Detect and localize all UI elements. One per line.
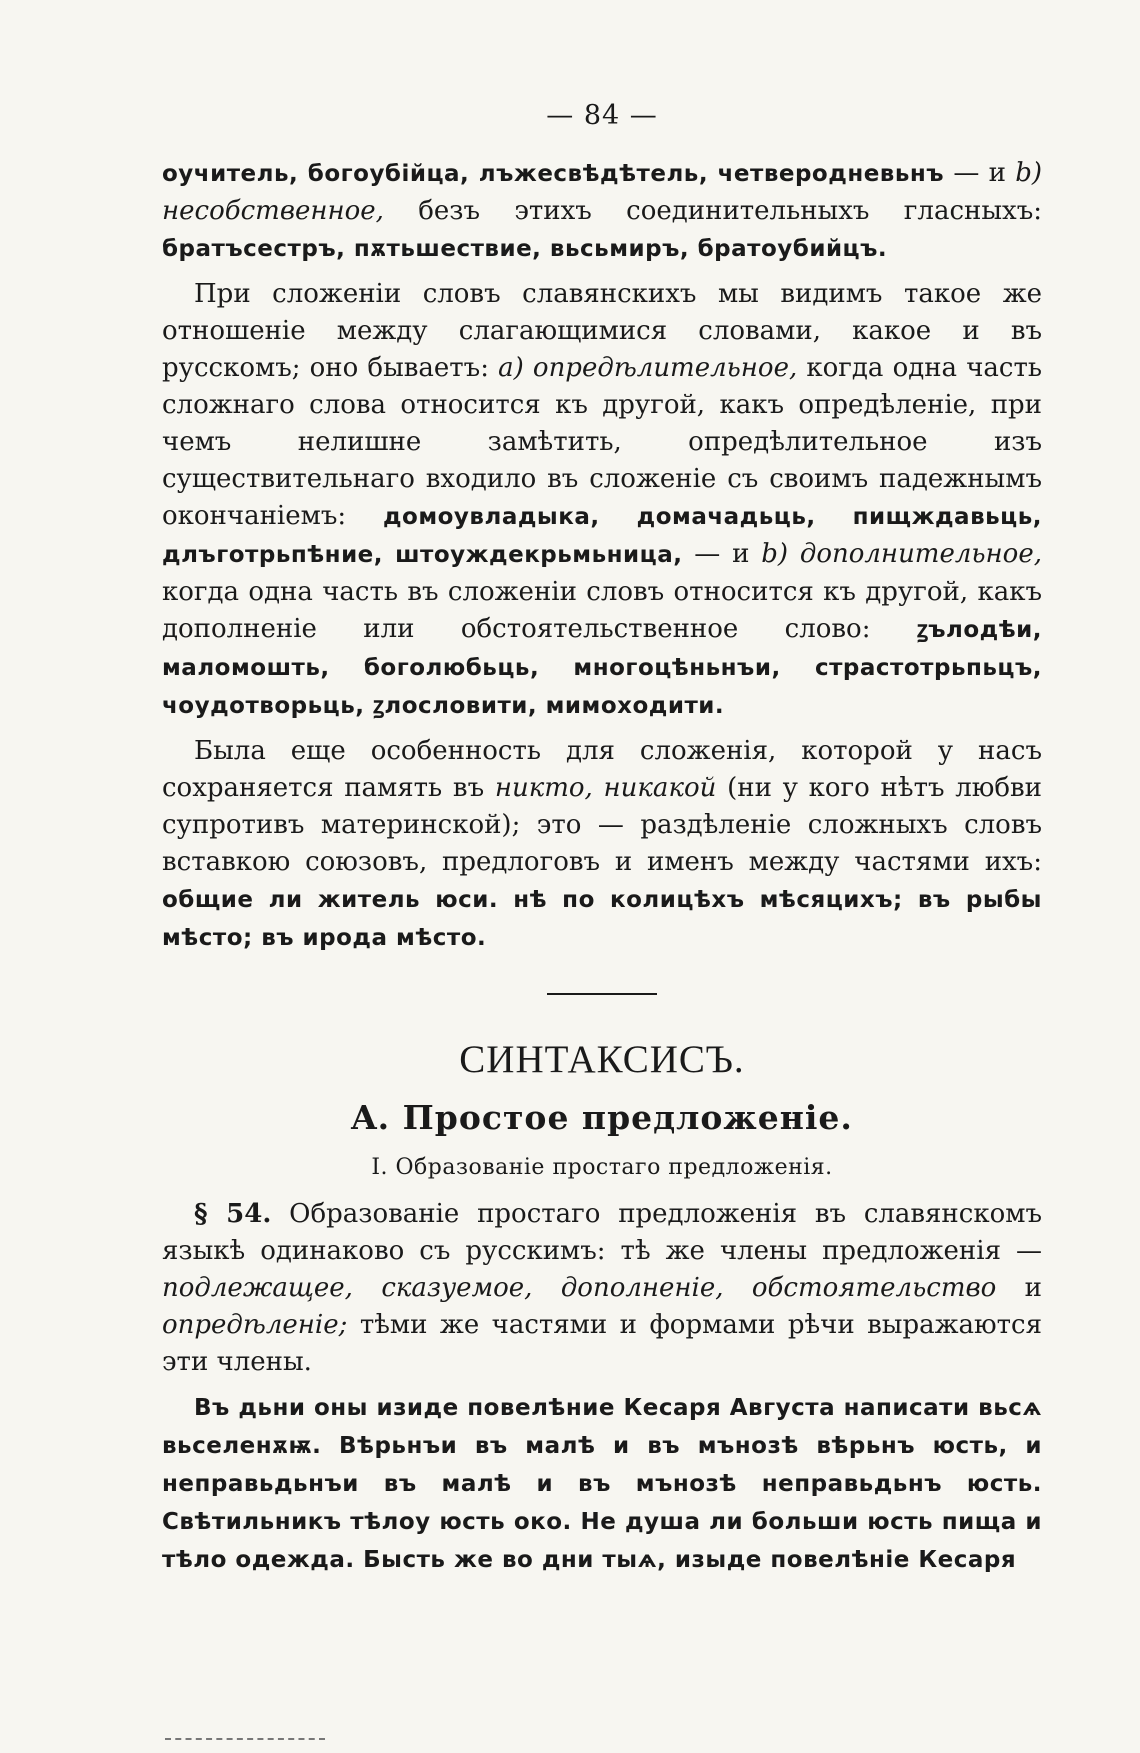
text-run: тѣми же частями и формами рѣчи выражаются эти члены. — [162, 1310, 1042, 1377]
italic-term: b) несобственное, — [162, 158, 1042, 226]
slavonic-examples: оучитель, богоубійца, лъжесвѣдѣтель, четверодневьнъ — [162, 161, 945, 187]
slavonic-examples: Въ дьни оны изиде повелѣние Кесаря Августа написати вьсѧ вьселенѫѭ. Вѣрьнъи въ малѣ и въ мънозѣ вѣрьнъ юсть, и неправьдьнъи въ малѣ и въ мънозѣ неправьдьнъ юсть. Свѣтильникъ тѣлоу юсть око. Не душа ли больши юсть пища и тѣло одежда. Бысть же во дни тыѧ, изыде повелѣніе Кесаря — [162, 1395, 1043, 1573]
text-run: когда одна часть сложнаго слова относится къ другой, какъ опредѣленіе, при чемъ нелишне замѣтить, опредѣлительное изъ существительнаго входило въ сложеніе съ своимъ падежнымъ окончаніемъ: — [162, 353, 1042, 531]
text-run: и — [996, 1273, 1043, 1303]
slavonic-examples: общие ли житель юси. нѣ по колицѣхъ мѣсяцихъ; въ рыбы мѣсто; въ ирода мѣсто. — [162, 887, 1042, 951]
text-run: — и — [682, 539, 762, 569]
page-body — [162, 100, 1042, 1579]
paragraph-compound-particularity — [162, 733, 1042, 957]
text-run: Была еще особенность для сложенія, которой у насъ сохраняется память въ — [162, 736, 1042, 803]
slavonic-examples: братъсестръ, пѫтьшествие, вьсьмиръ, братоубийцъ. — [162, 236, 888, 262]
text-run: безъ этихъ соединительныхъ гласныхъ: — [383, 196, 1042, 226]
scan-artifact — [165, 1738, 325, 1740]
italic-term: никто, никакой — [494, 773, 717, 803]
text-run: когда одна часть въ сложеніи словъ относится къ другой, какъ дополненіе или обстоятельственное слово: — [162, 577, 1042, 644]
slavonic-examples: ꙁълодѣи, маломошть, боголюбьць, многоцѣньнъи, страстотрьпьцъ, чоудотворьць, ꙁлословити, мимоходити. — [162, 617, 1042, 719]
section-divider — [547, 993, 657, 995]
page-number: — 84 — — [546, 100, 658, 131]
paragraph-slavonic-quotes — [162, 1389, 1042, 1579]
italic-term: опредѣленіе; — [162, 1310, 348, 1340]
paragraph-54 — [162, 1196, 1042, 1381]
italic-term: a) опредѣлительное, — [498, 353, 798, 383]
text-run: — и — [944, 158, 1016, 188]
paragraph-compounds-intro — [162, 155, 1042, 268]
paragraph-compound-relations — [162, 276, 1042, 725]
italic-term: подлежащее, сказуемое, дополненіе, обстоятельство — [162, 1273, 997, 1303]
chapter-title: СИНТАКСИСЪ. — [459, 1038, 745, 1081]
subsection-title: I. Образованіе простаго предложенія. — [371, 1155, 833, 1180]
slavonic-examples: домоувладыка, домачадьць, пищждавьць, длъготрьпѣние, штоуждекрьмьница, — [162, 504, 1042, 568]
text-run: Образованіе простаго предложенія въ славянскомъ языкѣ одинаково съ русскимъ: тѣ же члены предложенія — — [162, 1199, 1042, 1266]
text-run: При сложеніи словъ славянскихъ мы видимъ такое же отношеніе между слагающимися словами, какое и въ русскомъ; оно бываетъ: — [162, 279, 1042, 383]
italic-term: b) дополнительное, — [761, 539, 1042, 569]
paragraph-number: § 54. — [194, 1199, 272, 1229]
section-title: A. Простое предложеніе. — [351, 1098, 853, 1137]
text-run: (ни у кого нѣтъ любви супротивъ материнской); это — раздѣленіе сложныхъ словъ вставкою союзовъ, предлоговъ и именъ между частями ихъ: — [162, 773, 1042, 877]
